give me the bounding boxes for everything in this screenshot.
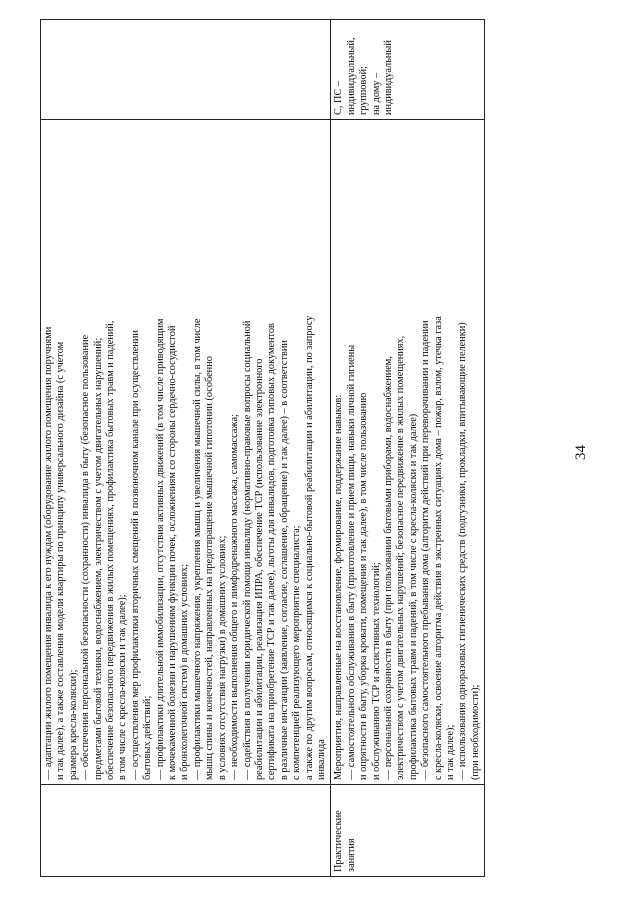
- text-line: (при необходимости);: [469, 684, 481, 780]
- row1-col1-cell: Практические занятия: [331, 785, 485, 877]
- form-line: С, ПС –: [333, 80, 345, 115]
- text-line: — адаптации жилого помещения инвалида к его нуждам (оборудование жилого помещения поручнями: [43, 326, 54, 780]
- form-line: индивидуальный: [382, 40, 394, 115]
- text-line: и так далее), а также составления модели квартиры по принципу универсального дизайна (с учетом: [55, 341, 67, 780]
- text-line: — содействия в получении юридической помощи инвалиду (нормативно-правовые вопросы социальной: [241, 320, 253, 780]
- row0-col1-cell: [41, 785, 331, 877]
- form-line: групповой;: [358, 66, 370, 115]
- text-line: обеспечение безопасного передвижения в жилых помещениях, профилактика бытовых травм и падений,: [105, 320, 117, 780]
- text-line: — самостоятельного обслуживания в быту (приготовление и прием пищи, навыки личной гигиены: [345, 344, 357, 780]
- text-line: и так далее);: [445, 724, 456, 780]
- text-line: и бронхолегочной систем) в домашних условиях;: [179, 563, 191, 780]
- text-line: с компетенцией реализующего мероприятие специалиста;: [291, 525, 303, 780]
- text-line: — осуществления мер профилактики вторичных смещений в позвоночном канале при осуществлении: [129, 330, 141, 780]
- row0-col3-cell: [41, 20, 331, 120]
- text-line: в различные инстанции (заявление, согласие, соглашение, обращение) и так далее) – в соответствии: [278, 340, 290, 780]
- text-line: предметами бытовой техники, водоснабжением, электричеством с учетом двигательных нарушений;: [92, 337, 104, 780]
- text-line: — необходимости выполнения общего и лимфодренажного массажа, самомассажа;: [229, 414, 241, 780]
- text-line: — профилактики длительной иммобилизации, отсутствия активных движений (в том числе приводящим: [154, 318, 166, 780]
- text-line: мышц спины и конечностей, направленных на предотвращение мышечной гипотонии (особенно: [204, 356, 216, 780]
- row1-col3-cell: [331, 20, 485, 120]
- text-line: в том числе с кресла-коляски и так далее);: [117, 594, 129, 780]
- text-line: сертификата на приобретение ТСР и так далее), льготы для инвалидов, подготовка типовых документов: [266, 323, 278, 780]
- services-table: [40, 19, 485, 877]
- text-line: — обеспечения персональной безопасности (сохранности) инвалида в быту (безопасное пользование: [80, 334, 92, 780]
- text-line: реабилитации и абилитации, реализация ИПРА, обеспечение ТСР (использование электронного: [253, 358, 265, 780]
- table-row: [331, 20, 485, 877]
- text-line: размера кресла-коляски);: [67, 669, 79, 780]
- text-line: с кресла-коляски, освоение алгоритма действия в экстренных ситуациях дома – пожар, взлом, утечка газа: [432, 316, 444, 780]
- text-line: — профилактики мышечного напряжения, укрепления мышц и увеличения мышечной силы, в том числе: [191, 318, 203, 780]
- row0-col2-cell: [41, 120, 331, 785]
- text-line: инвалида: [315, 739, 327, 780]
- text-line: профилактика бытовых травм и падений, в том числе с кресла-коляски и так далее): [407, 413, 419, 780]
- text-line: — безопасного самостоятельного пребывания дома (алгоритм действий при переворачивании и падении: [420, 320, 432, 780]
- text-line: а также по другим вопросам, относящимся к социально-бытовой реабилитации и абилитации, по запросу: [303, 315, 315, 780]
- text-line: Мероприятия, направленные на восстановление, формирование, поддержание навыков:: [333, 394, 345, 780]
- table-row: [41, 20, 331, 877]
- text-line: электричеством с учетом двигательных нарушений; безопасное передвижение в жилых помещениях,: [395, 335, 407, 780]
- text-line: — персональной сохранности в быту (при пользовании бытовыми приборами, водоснабжением,: [382, 356, 394, 780]
- text-line: и обслуживанию ТСР и ассистивных технологий;: [370, 562, 382, 780]
- text-line: в условиях отсутствия нагрузки) в домашних условиях;: [216, 535, 228, 780]
- text-line: — использования одноразовых гигиенических средств (подгузники, прокладки, впитывающие пеленки): [457, 322, 469, 780]
- form-line: на дому –: [370, 72, 382, 115]
- page-number: 34: [573, 445, 589, 460]
- row1-col2-cell: [331, 120, 485, 785]
- form-line: индивидуальный,: [345, 37, 357, 115]
- text-line: к мочекаменной болезни и нарушениям функции почек, осложнениям со стороны сердечно-сосудистой: [167, 325, 179, 780]
- text-line: бытовых действий;: [142, 695, 154, 780]
- text-line: и опрятности в быту, уборка кровати, помещения и так далее), в том числе пользованию: [358, 392, 370, 780]
